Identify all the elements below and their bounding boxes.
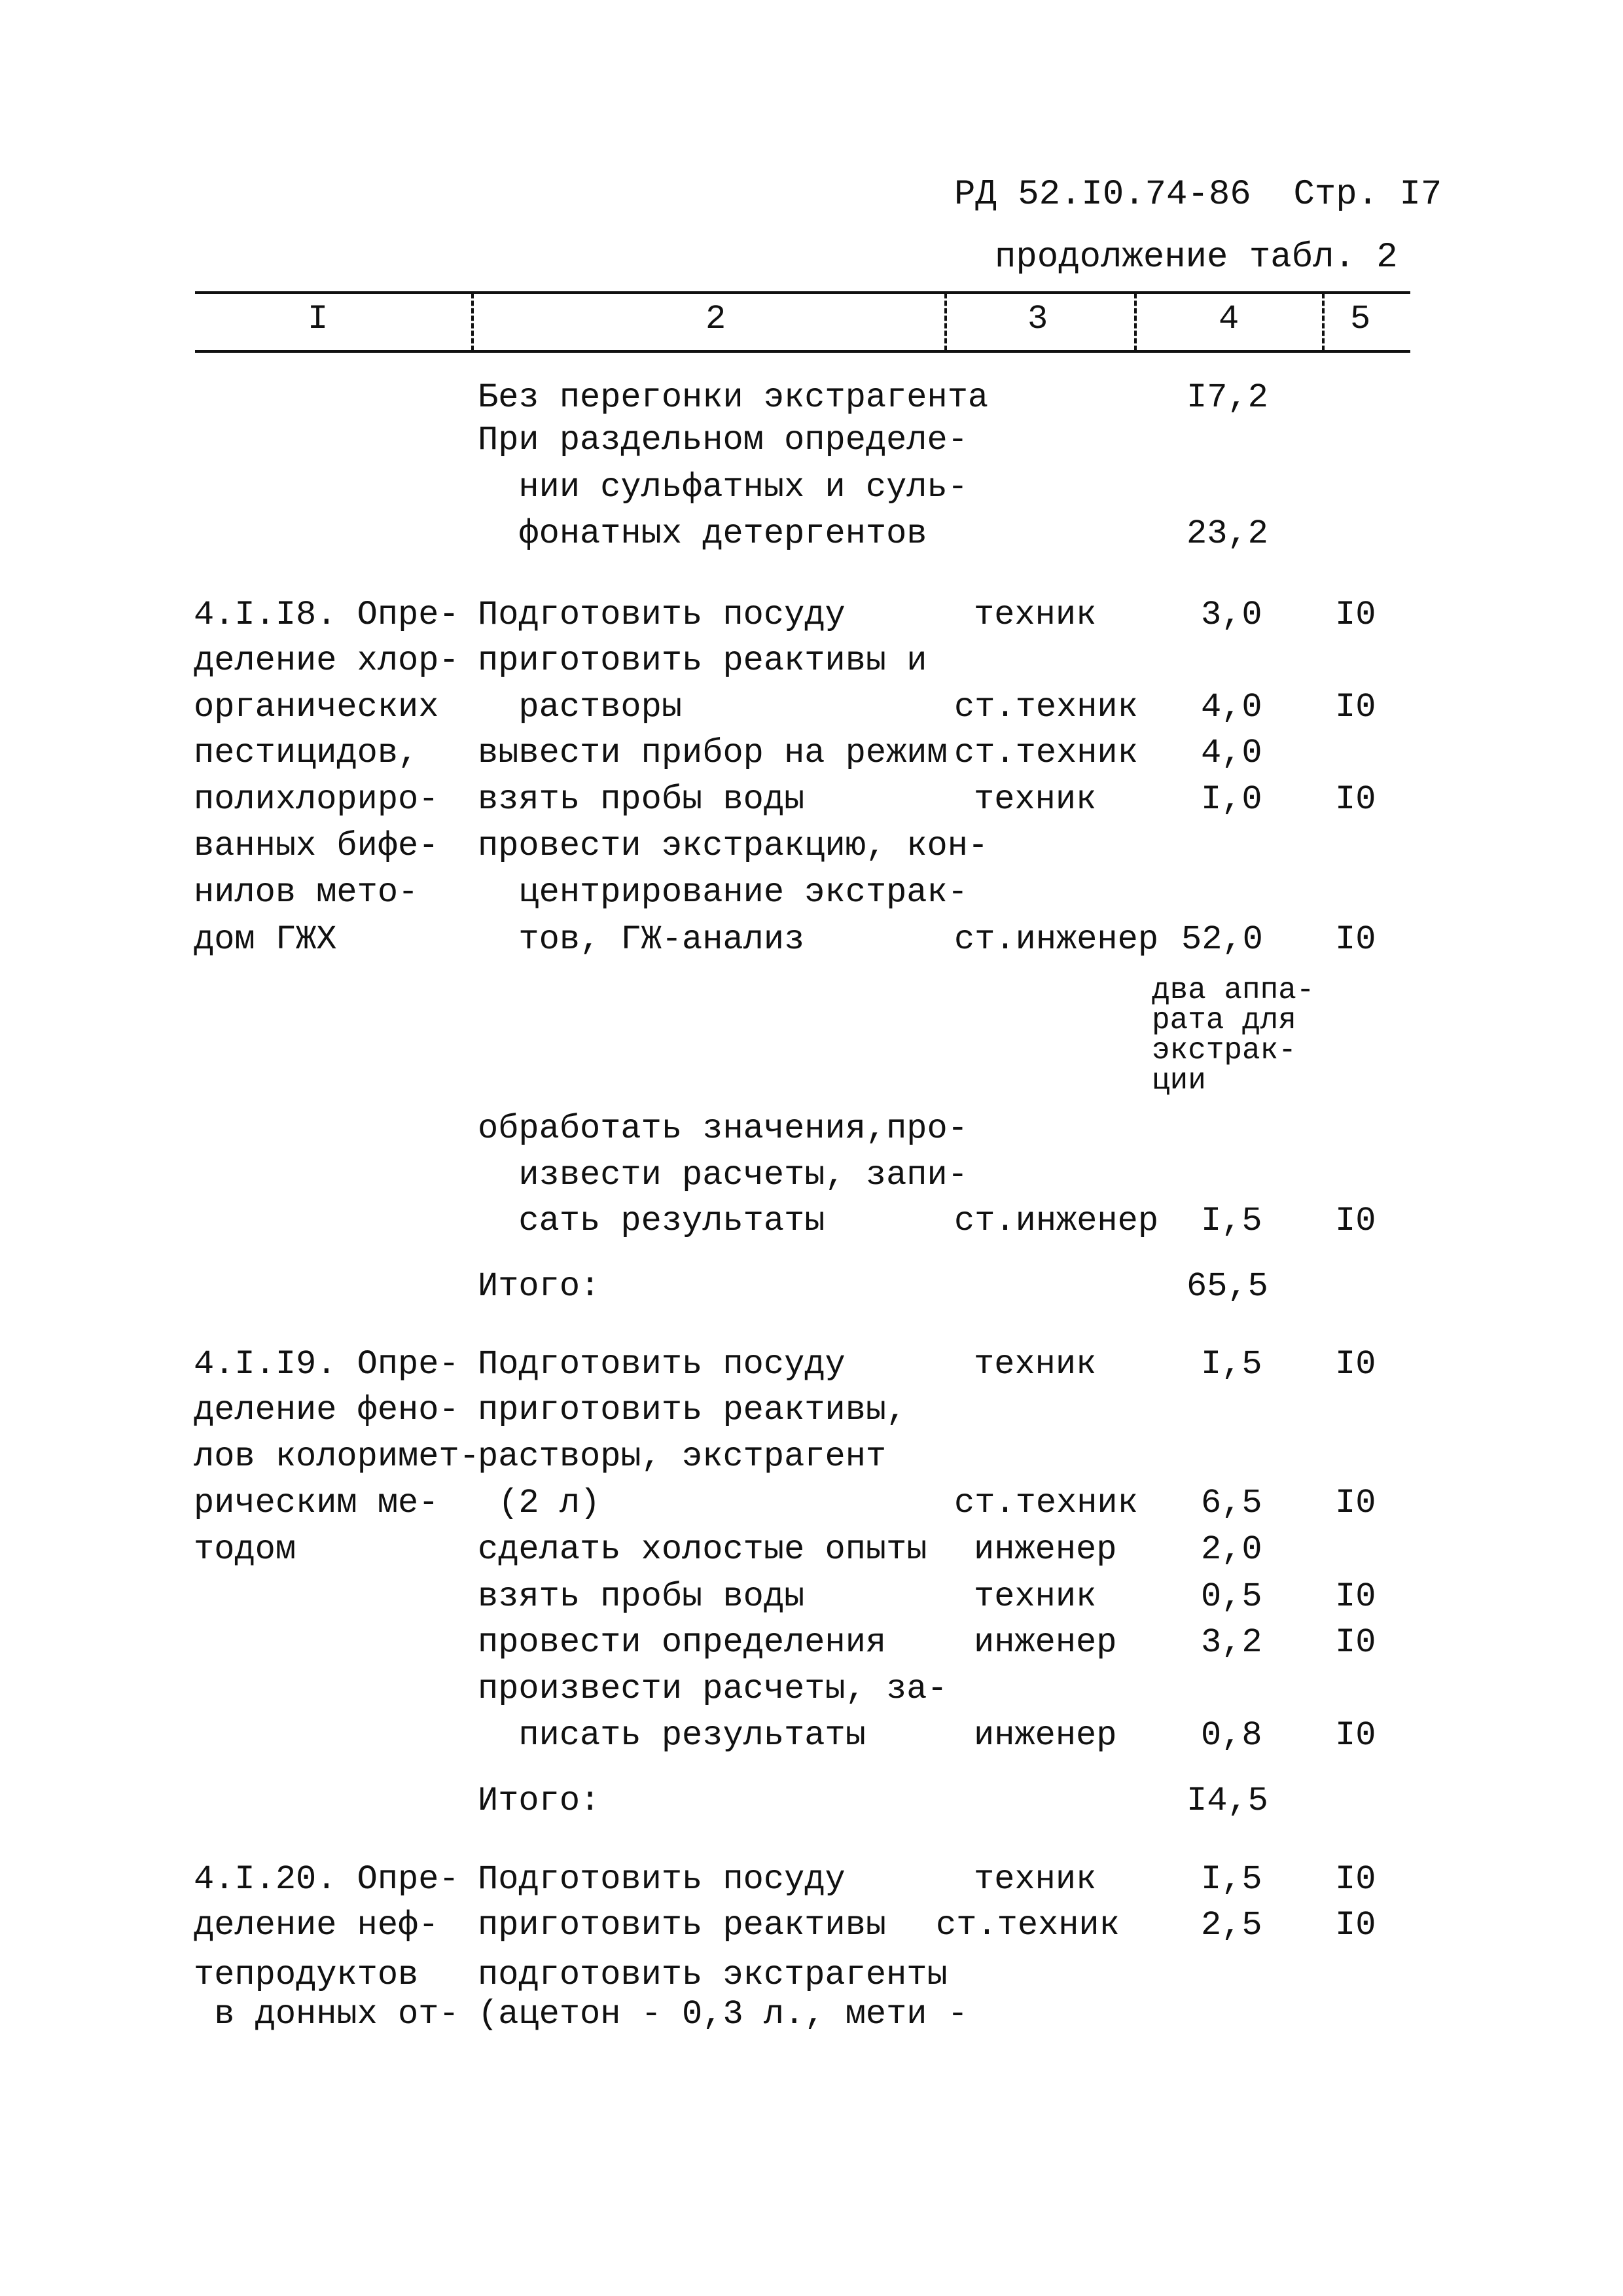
performer: техник xyxy=(974,596,1097,634)
column-header-1: I xyxy=(308,300,329,338)
hours-value: I,5 xyxy=(1201,1860,1262,1899)
operation-text: Подготовить посуду xyxy=(478,596,846,634)
hours-value: 3,2 xyxy=(1201,1623,1262,1662)
column-header-2: 2 xyxy=(705,300,726,338)
hours-value: 0,5 xyxy=(1201,1577,1262,1616)
operation-text: произвести расчеты, за- xyxy=(478,1670,948,1708)
column-header-4: 4 xyxy=(1219,300,1240,338)
count-value: I0 xyxy=(1335,688,1376,726)
section-title-line: органических xyxy=(194,688,439,726)
equipment-note: два аппа- xyxy=(1152,973,1315,1007)
section-title-line: нилов мето- xyxy=(194,873,419,912)
operation-text: обработать значения,про- xyxy=(478,1109,968,1148)
operation-text: провести определения xyxy=(478,1623,887,1662)
document-id: РД 52.I0.74-86 Стр. I7 xyxy=(954,175,1442,215)
section-title-line: рическим ме- xyxy=(194,1484,439,1522)
operation-text: центрирование экстрак- xyxy=(478,873,968,912)
intro-value: I7,2 xyxy=(1186,378,1268,417)
intro-line: Без перегонки экстрагента xyxy=(478,378,989,417)
section-title-line: 4.I.I8. Опре- xyxy=(194,596,459,634)
count-value: I0 xyxy=(1335,920,1376,959)
count-value: I0 xyxy=(1335,1716,1376,1755)
section-title-line: ванных бифе- xyxy=(194,827,439,865)
count-value: I0 xyxy=(1335,1202,1376,1240)
section-title-line: дом ГЖХ xyxy=(194,920,337,959)
operation-text: провести экстракцию, кон- xyxy=(478,827,989,865)
section-title-line: деление фено- xyxy=(194,1391,459,1429)
section-title-line: 4.I.20. Опре- xyxy=(194,1860,459,1899)
operation-text: тов, ГЖ-анализ xyxy=(478,920,805,959)
operation-text: писать результаты xyxy=(478,1716,866,1755)
performer: инженер xyxy=(974,1530,1117,1569)
intro-line: При раздельном определе- xyxy=(478,421,968,459)
column-separator xyxy=(471,293,474,351)
hours-value: I,0 xyxy=(1201,780,1262,819)
operation-text: приготовить реактивы xyxy=(478,1906,887,1945)
intro-value: 23,2 xyxy=(1186,514,1268,553)
section-title-line: в донных от- xyxy=(194,1995,459,2034)
operation-text: приготовить реактивы, xyxy=(478,1391,907,1429)
column-separator xyxy=(944,293,947,351)
hours-value: I,5 xyxy=(1201,1202,1262,1240)
performer: техник xyxy=(974,780,1097,819)
hours-value: 3,0 xyxy=(1201,596,1262,634)
operation-text: растворы xyxy=(478,688,683,726)
count-value: I0 xyxy=(1335,1577,1376,1616)
hours-value: I,5 xyxy=(1201,1345,1262,1384)
table-top-rule xyxy=(195,291,1410,294)
count-value: I0 xyxy=(1335,1345,1376,1384)
section-title-line: 4.I.I9. Опре- xyxy=(194,1345,459,1384)
operation-text: (ацетон - 0,3 л., мети - xyxy=(478,1995,968,2034)
performer: техник xyxy=(974,1577,1097,1616)
hours-value: 4,0 xyxy=(1201,688,1262,726)
section-title-line: полихлориро- xyxy=(194,780,439,819)
count-value: I0 xyxy=(1335,596,1376,634)
performer: инженер xyxy=(974,1623,1117,1662)
operation-text: сделать холостые опыты xyxy=(478,1530,927,1569)
column-header-5: 5 xyxy=(1350,300,1371,338)
operation-text: подготовить экстрагенты xyxy=(478,1956,948,1994)
hours-value: 0,8 xyxy=(1201,1716,1262,1755)
operation-text: извести расчеты, запи- xyxy=(478,1156,968,1194)
performer: ст.техник xyxy=(954,734,1138,772)
performer: ст.техник xyxy=(954,1484,1138,1522)
table-continuation: продолжение табл. 2 xyxy=(995,238,1398,278)
operation-text: (2 л) xyxy=(478,1484,601,1522)
total-label: Итого: xyxy=(478,1782,601,1820)
count-value: I0 xyxy=(1335,780,1376,819)
hours-value: 4,0 xyxy=(1201,734,1262,772)
performer: техник xyxy=(974,1345,1097,1384)
table-header-rule xyxy=(195,350,1410,353)
section-title-line: деление неф- xyxy=(194,1906,439,1945)
equipment-note: рата для xyxy=(1152,1003,1296,1037)
performer: ст.техник xyxy=(954,688,1138,726)
total-value: 65,5 xyxy=(1186,1267,1268,1306)
hours-value: 2,5 xyxy=(1201,1906,1262,1945)
operation-text: приготовить реактивы и xyxy=(478,641,927,680)
total-label: Итого: xyxy=(478,1267,601,1306)
count-value: I0 xyxy=(1335,1623,1376,1662)
hours-value: 52,0 xyxy=(1181,920,1263,959)
performer: техник xyxy=(974,1860,1097,1899)
column-header-3: 3 xyxy=(1027,300,1048,338)
intro-line: фонатных детергентов xyxy=(478,514,927,553)
section-title-line: тодом xyxy=(194,1530,296,1569)
performer: ст.инженер xyxy=(954,920,1159,959)
column-separator xyxy=(1322,293,1325,351)
performer: ст.инженер xyxy=(954,1202,1159,1240)
operation-text: вывести прибор на режим xyxy=(478,734,948,772)
section-title-line: тепродуктов xyxy=(194,1956,419,1994)
operation-text: Подготовить посуду xyxy=(478,1345,846,1384)
equipment-note: ции xyxy=(1152,1064,1206,1098)
equipment-note: экстрак- xyxy=(1152,1033,1296,1067)
count-value: I0 xyxy=(1335,1860,1376,1899)
operation-text: Подготовить посуду xyxy=(478,1860,846,1899)
operation-text: растворы, экстрагент xyxy=(478,1437,887,1476)
performer: ст.техник xyxy=(936,1906,1120,1945)
column-separator xyxy=(1134,293,1137,351)
hours-value: 6,5 xyxy=(1201,1484,1262,1522)
performer: инженер xyxy=(974,1716,1117,1755)
section-title-line: пестицидов, xyxy=(194,734,419,772)
section-title-line: деление хлор- xyxy=(194,641,459,680)
intro-line: нии сульфатных и суль- xyxy=(478,468,968,507)
operation-text: взять пробы воды xyxy=(478,1577,805,1616)
hours-value: 2,0 xyxy=(1201,1530,1262,1569)
section-title-line: лов колоримет- xyxy=(194,1437,480,1476)
operation-text: взять пробы воды xyxy=(478,780,805,819)
count-value: I0 xyxy=(1335,1484,1376,1522)
total-value: I4,5 xyxy=(1186,1782,1268,1820)
operation-text: сать результаты xyxy=(478,1202,825,1240)
count-value: I0 xyxy=(1335,1906,1376,1945)
